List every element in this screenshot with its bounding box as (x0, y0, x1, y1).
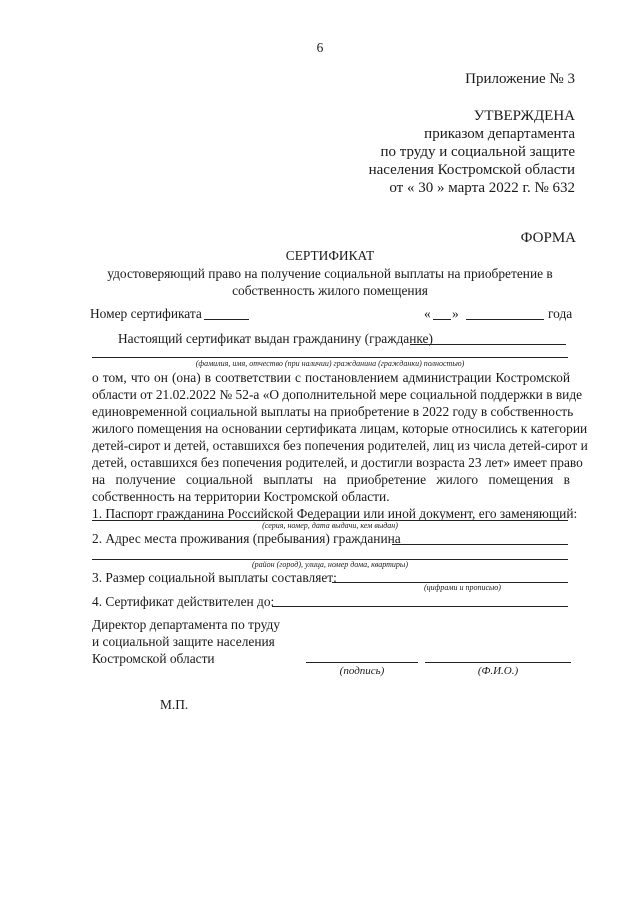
body-line-8: собственность на территории Костромской области. (92, 489, 390, 504)
item-4-label: 4. Сертификат действителен до: (92, 594, 275, 609)
item-3-label: 3. Размер социальной выплаты составляет: (92, 570, 337, 585)
director-line-1: Директор департамента по труду (92, 617, 281, 632)
body-line-2: области от 21.02.2022 № 52-а «О дополнительной мере социальной поддержки в виде (92, 387, 583, 402)
item-2-field[interactable] (392, 544, 568, 545)
issued-to-field[interactable] (410, 344, 566, 345)
year-label: года (548, 306, 573, 321)
body-line-3: единовременной социальной выплаты на приобретение в 2022 году в собственность (92, 404, 574, 419)
body-line-4: жилого помещения на основании сертификата лицам, которые относились к категории (92, 421, 588, 436)
item-1-label: 1. Паспорт гражданина Российской Федерации или иной документ, его заменяющий: (92, 506, 578, 521)
certificate-title: СЕРТИФИКАТ (285, 248, 375, 263)
full-name-caption: (Ф.И.О.) (477, 665, 519, 677)
form-label: ФОРМА (520, 230, 576, 246)
approval-line-4: от « 30 » марта 2022 г. № 632 (389, 180, 575, 196)
approval-line-1: приказом департамента (424, 126, 575, 142)
cert-number-label: Номер сертификата (90, 306, 202, 321)
body-line-1: о том, что он (она) в соответствии с постановлением администрации Костромской (92, 370, 570, 385)
appendix-label: Приложение № 3 (465, 71, 575, 87)
item-4-field[interactable] (272, 606, 568, 607)
stamp-place-label: М.П. (160, 697, 189, 712)
cert-number-field[interactable] (204, 319, 249, 320)
date-month-field[interactable] (466, 319, 544, 320)
item-2-caption: (район (город), улица, номер дома, квартиры) (251, 560, 409, 569)
issued-to-label: Настоящий сертификат выдан гражданину (гражданке) (118, 331, 433, 346)
signature-caption: (подпись) (339, 665, 385, 677)
body-line-5: детей-сирот и детей, оставшихся без попечения родителей, лиц из числа детей-сирот и (92, 438, 588, 453)
approval-line-3: населения Костромской области (368, 162, 575, 178)
certificate-subtitle-1: удостоверяющий право на получение социальной выплаты на приобретение в (107, 266, 553, 281)
item-1-caption: (серия, номер, дата выдачи, кем выдан) (262, 521, 398, 530)
body-line-7: на получение социальной выплаты на приобретение жилого помещения в (92, 472, 570, 487)
director-line-3: Костромской области (92, 651, 215, 666)
approval-line-2: по труду и социальной защите (380, 144, 575, 160)
page-number: 6 (316, 40, 324, 55)
item-2-label: 2. Адрес места проживания (пребывания) гражданина (92, 531, 401, 546)
body-line-6: детей, оставшихся без попечения родителей, и достигли возраста 23 лет» имеет право (92, 455, 583, 470)
date-day-field[interactable] (433, 319, 451, 320)
issued-to-caption: (фамилия, имя, отчество (при наличии) гражданина (гражданки) полностью) (195, 359, 465, 368)
date-open-quote: « (424, 306, 431, 321)
approved-label: УТВЕРЖДЕНА (473, 108, 575, 124)
director-line-2: и социальной защите населения (92, 634, 275, 649)
item-3-caption: (цифрами и прописью) (424, 583, 501, 592)
date-close-quote: » (452, 306, 459, 321)
issued-to-field-2[interactable] (92, 357, 568, 358)
certificate-subtitle-2: собственность жилого помещения (232, 283, 428, 298)
